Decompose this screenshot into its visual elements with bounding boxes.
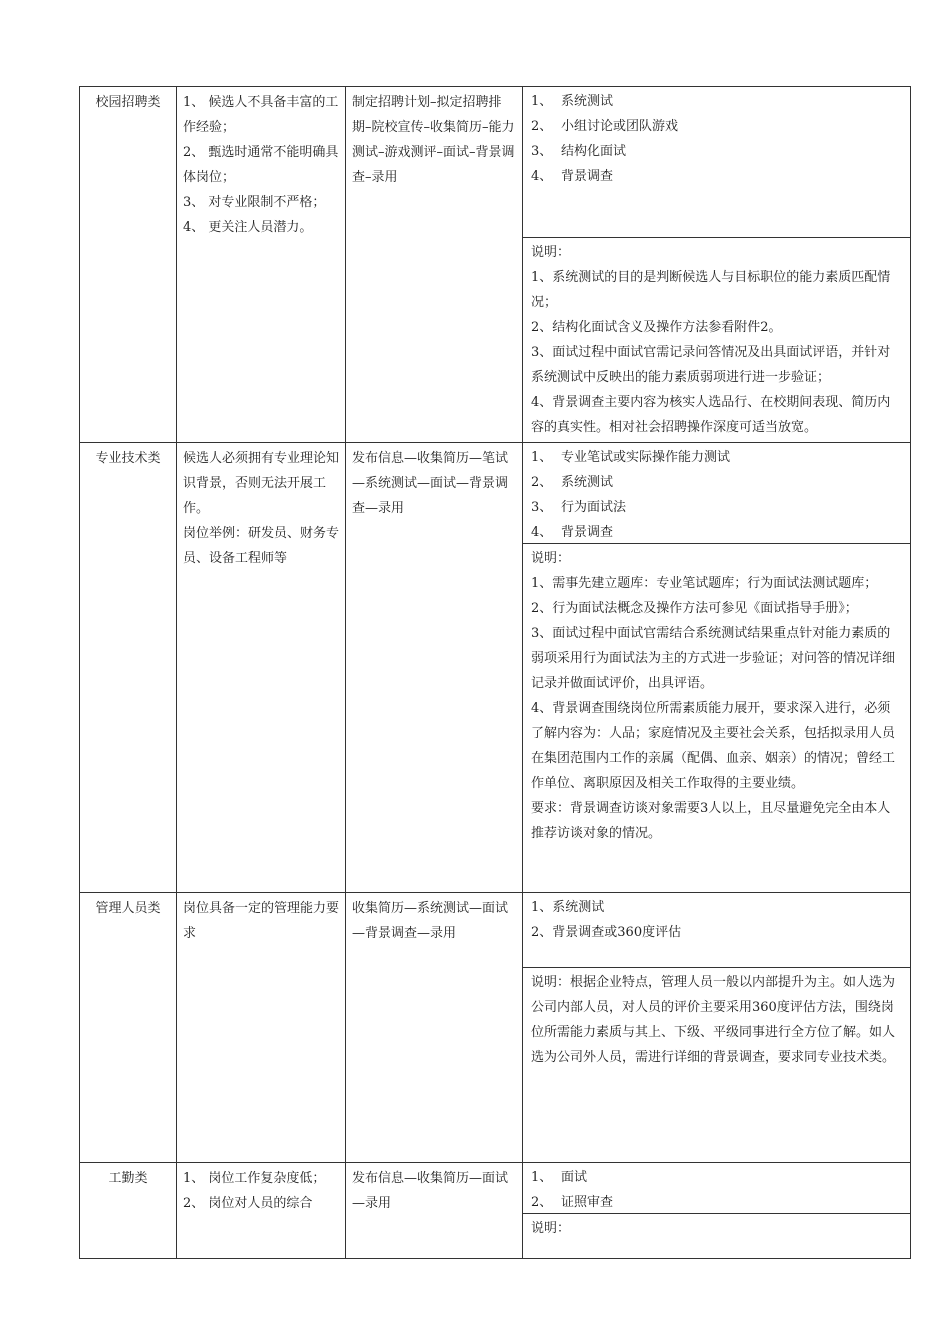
category-cell: 工勤类 [80,1163,177,1259]
method-cell [523,87,911,443]
note-line: 说明： [531,1221,571,1236]
note-line: 要求：背景调查访谈对象需要3人以上，且尽量避免完全由本人推荐访谈对象的情况。 [531,801,891,841]
method-notes [523,238,910,442]
table-row [80,893,911,1163]
method-text: 面试 [561,1170,588,1185]
table-row [80,1163,911,1259]
feature-line: 岗位举例：研发员、财务专员、设备工程师等 [183,526,340,566]
note-line: 4、背景调查围绕岗位所需素质能力展开，要求深入进行，必须了解内容为：人品；家庭情况及主要社会关系，包括拟录用人员在集团范围内工作的亲属（配偶、血亲、姻亲）的情况；曾经工作单位、离职原因及相关工作取得的主要业绩。 [531,701,896,791]
method-text: 小组讨论或团队游戏 [561,119,679,134]
method-number: 3、 [531,500,553,515]
method-cell [523,443,911,893]
method-number: 4、 [531,169,553,184]
feature-line: 岗位具备一定的管理能力要求 [183,901,340,941]
feature-line: 2、 甄选时通常不能明确具体岗位； [183,145,339,185]
method-text: 系统测试 [561,94,614,109]
note-line: 4、背景调查主要内容为核实人选品行、在校期间表现、简历内容的真实性。相对社会招聘操作深度可适当放宽。 [531,395,891,435]
feature-line: 4、 更关注人员潜力。 [183,220,313,235]
method-text: 行为面试法 [561,500,627,515]
method-text: 背景调查 [561,525,614,540]
feature-line: 1、 候选人不具备丰富的工作经验； [183,95,339,135]
feature-cell [177,893,346,1163]
note-line: 1、系统测试的目的是判断候选人与目标职位的能力素质匹配情况； [531,270,891,310]
method-list [523,1163,910,1214]
note-line: 说明： [531,245,571,260]
method-number: 1、 [531,94,553,109]
process-cell: 制定招聘计划–拟定招聘排期–院校宣传–收集简历–能力测试–游戏测评–面试–背景调查–录用 [346,87,523,443]
table-row [80,443,911,893]
method-number: 1、 [531,450,553,465]
method-list [523,443,910,544]
method-number: 2、 [531,1195,553,1210]
method-text: 2、背景调查或360度评估 [531,925,682,940]
table-row [80,87,911,443]
method-text: 结构化面试 [561,144,627,159]
method-notes [523,544,910,848]
category-cell: 管理人员类 [80,893,177,1163]
method-number: 1、 [531,1170,553,1185]
note-line: 说明： [531,551,571,566]
method-cell [523,1163,911,1259]
feature-cell [177,1163,346,1259]
method-text: 证照审查 [561,1195,614,1210]
method-number: 3、 [531,144,553,159]
feature-cell [177,443,346,893]
method-list [523,893,910,968]
process-cell: 收集简历—系统测试—面试—背景调查—录用 [346,893,523,1163]
feature-cell [177,87,346,443]
method-list [523,87,910,238]
method-text: 系统测试 [561,475,614,490]
process-cell: 发布信息—收集简历—面试—录用 [346,1163,523,1259]
method-notes [523,968,910,1072]
feature-line: 候选人必须拥有专业理论知识背景，否则无法开展工作。 [183,451,340,516]
note-line: 说明：根据企业特点，管理人员一般以内部提升为主。如人选为公司内部人员，对人员的评价主要采用360度评估方法，围绕岗位所需能力素质与其上、下级、平级同事进行全方位了解。如人选为公司外人员，需进行详细的背景调查，要求同专业技术类。 [531,975,896,1065]
note-line: 3、面试过程中面试官需结合系统测试结果重点针对能力素质的弱项采用行为面试法为主的方式进一步验证；对问答的情况详细记录并做面试评价，出具评语。 [531,626,896,691]
method-number: 2、 [531,119,553,134]
note-line: 2、结构化面试含义及操作方法参看附件2。 [531,320,782,335]
category-cell: 校园招聘类 [80,87,177,443]
note-line: 3、面试过程中面试官需记录问答情况及出具面试评语，并针对系统测试中反映出的能力素质弱项进行进一步验证； [531,345,891,385]
method-text: 背景调查 [561,169,614,184]
category-cell: 专业技术类 [80,443,177,893]
feature-line: 1、 岗位工作复杂度低； [183,1171,326,1186]
recruitment-methods-table [79,86,911,1259]
method-text: 专业笔试或实际操作能力测试 [561,450,731,465]
method-number: 2、 [531,475,553,490]
note-line: 2、行为面试法概念及操作方法可参见《面试指导手册》； [531,601,858,616]
feature-line: 3、 对专业限制不严格； [183,195,326,210]
process-cell: 发布信息—收集简历—笔试—系统测试—面试—背景调查—录用 [346,443,523,893]
method-text: 1、系统测试 [531,900,605,915]
method-number: 4、 [531,525,553,540]
note-line: 1、需事先建立题库：专业笔试题库；行为面试法测试题库； [531,576,878,591]
feature-line: 2、 岗位对人员的综合 [183,1196,313,1211]
method-notes [523,1214,910,1243]
method-cell [523,893,911,1163]
